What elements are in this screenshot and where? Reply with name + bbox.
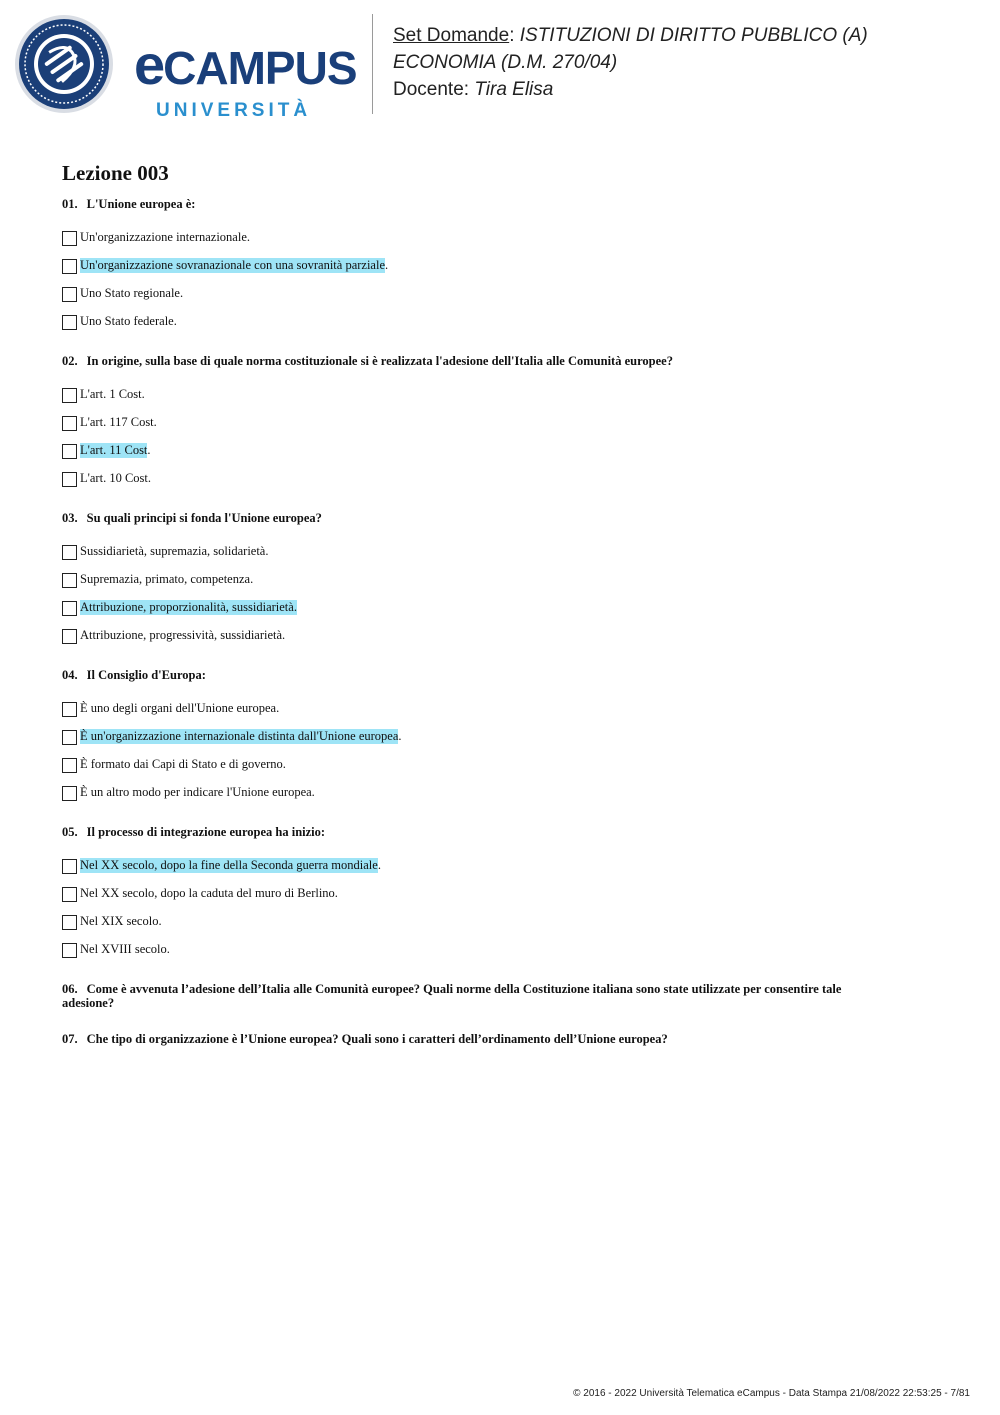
question-number: 04.	[62, 668, 78, 682]
course-title-line2: ECONOMIA (D.M. 270/04)	[393, 52, 618, 73]
checkbox[interactable]	[62, 444, 77, 459]
answer-option[interactable]	[62, 879, 842, 907]
question-number: 02.	[62, 354, 78, 368]
checkbox[interactable]	[62, 601, 77, 616]
answer-text-tail: .	[385, 257, 389, 272]
answer-text: L'art. 10 Cost.	[80, 470, 151, 485]
question-label: Su quali principi si fonda l'Unione europea?	[86, 511, 322, 525]
checkbox[interactable]	[62, 915, 77, 930]
question-label: L'Unione europea è:	[86, 197, 196, 211]
open-question	[62, 1032, 842, 1046]
answer-text-highlighted: L'art. 11 Cost	[80, 442, 148, 457]
answer-option[interactable]	[62, 279, 842, 307]
checkbox[interactable]	[62, 472, 77, 487]
answer-option[interactable]	[62, 593, 842, 621]
question-list	[62, 197, 842, 1068]
header-divider	[372, 14, 373, 114]
answer-option[interactable]	[62, 621, 842, 649]
answer-text-tail: .	[147, 442, 151, 457]
answer-text-highlighted: Nel XX secolo, dopo la fine della Seconda guerra mondiale	[80, 857, 378, 872]
question-block	[62, 197, 842, 335]
answer-option[interactable]	[62, 380, 842, 408]
checkbox[interactable]	[62, 786, 77, 801]
checkbox[interactable]	[62, 859, 77, 874]
answer-option[interactable]	[62, 935, 842, 963]
question-number: 07.	[62, 1032, 78, 1046]
question-number: 03.	[62, 511, 78, 525]
checkbox[interactable]	[62, 231, 77, 246]
open-question	[62, 982, 842, 1010]
answer-option[interactable]	[62, 408, 842, 436]
brand-wordmark	[134, 33, 359, 124]
page-footer: © 2016 - 2022 Università Telematica eCampus - Data Stampa 21/08/2022 22:53:25 - 7/81	[573, 1388, 970, 1399]
checkbox[interactable]	[62, 545, 77, 560]
course-title-line1: Set Domande: ISTITUZIONI DI DIRITTO PUBBLICO (A)	[393, 25, 868, 46]
question-label: Come è avvenuta l’adesione dell’Italia alle Comunità europee? Quali norme della Costituzione italiana sono state utilizzate per consentire tale adesione?	[62, 982, 842, 1010]
answer-text: È un altro modo per indicare l'Unione europea.	[80, 784, 315, 799]
checkbox[interactable]	[62, 416, 77, 431]
answer-option[interactable]	[62, 251, 842, 279]
question-label: Il processo di integrazione europea ha inizio:	[86, 825, 326, 839]
answer-option[interactable]	[62, 851, 842, 879]
question-label: In origine, sulla base di quale norma costituzionale si è realizzata l'adesione dell'Italia alle Comunità europee?	[86, 354, 673, 368]
answer-text-tail: .	[377, 857, 381, 872]
question-text	[62, 982, 842, 1010]
answer-text: L'art. 1 Cost.	[80, 386, 145, 401]
brand-name: CAMPUS	[163, 42, 357, 94]
checkbox[interactable]	[62, 388, 77, 403]
brand-subtitle: UNIVERSITÀ	[156, 100, 312, 121]
answer-option[interactable]	[62, 307, 842, 335]
checkbox[interactable]	[62, 758, 77, 773]
question-text	[62, 668, 842, 682]
answer-option[interactable]	[62, 750, 842, 778]
question-text	[62, 354, 842, 368]
answer-text-highlighted: Attribuzione, proporzionalità, sussidiarietà.	[80, 599, 297, 614]
answer-text: È formato dai Capi di Stato e di governo.	[80, 756, 286, 771]
question-block	[62, 668, 842, 806]
answer-option[interactable]	[62, 436, 842, 464]
answer-text: Un'organizzazione internazionale.	[80, 229, 250, 244]
answer-text-highlighted: È un'organizzazione internazionale distinta dall'Unione europea	[80, 728, 399, 743]
ecampus-logo	[14, 14, 359, 121]
question-text	[62, 825, 842, 839]
course-name: ISTITUZIONI DI DIRITTO PUBBLICO (A)	[519, 25, 868, 46]
answer-option[interactable]	[62, 778, 842, 806]
university-seal-icon	[14, 14, 114, 114]
checkbox[interactable]	[62, 943, 77, 958]
answer-text: Nel XVIII secolo.	[80, 941, 170, 956]
question-number: 06.	[62, 982, 78, 996]
question-label: Il Consiglio d'Europa:	[86, 668, 206, 682]
docente-line: Docente: Tira Elisa	[393, 79, 554, 100]
checkbox[interactable]	[62, 259, 77, 274]
answer-option[interactable]	[62, 464, 842, 492]
course-info	[393, 22, 983, 103]
answer-text: L'art. 117 Cost.	[80, 414, 157, 429]
checkbox[interactable]	[62, 730, 77, 745]
answer-text: È uno degli organi dell'Unione europea.	[80, 700, 280, 715]
answer-text: Uno Stato regionale.	[80, 285, 184, 300]
answer-text: Nel XIX secolo.	[80, 913, 162, 928]
answer-text: Sussidiarietà, supremazia, solidarietà.	[80, 543, 269, 558]
docente-name: Tira Elisa	[474, 79, 554, 100]
question-block	[62, 354, 842, 492]
answer-text: Uno Stato federale.	[80, 313, 177, 328]
answer-text: Nel XX secolo, dopo la caduta del muro di Berlino.	[80, 885, 338, 900]
answer-text: Attribuzione, progressività, sussidiarietà.	[80, 627, 286, 642]
answer-text-tail: .	[398, 728, 402, 743]
answer-option[interactable]	[62, 694, 842, 722]
answer-option[interactable]	[62, 223, 842, 251]
answer-text-highlighted: Un'organizzazione sovranazionale con una sovranità parziale	[80, 257, 386, 272]
answer-option[interactable]	[62, 907, 842, 935]
question-number: 05.	[62, 825, 78, 839]
question-text	[62, 197, 842, 211]
checkbox[interactable]	[62, 702, 77, 717]
question-text	[62, 511, 842, 525]
question-number: 01.	[62, 197, 78, 211]
brand-prefix: e	[134, 33, 164, 96]
question-block	[62, 511, 842, 649]
answer-text: Supremazia, primato, competenza.	[80, 571, 254, 586]
checkbox[interactable]	[62, 315, 77, 330]
question-text	[62, 1032, 842, 1046]
answer-option[interactable]	[62, 722, 842, 750]
question-label: Che tipo di organizzazione è l’Unione europea? Quali sono i caratteri dell’ordinamento dell’Unione europea?	[86, 1032, 668, 1046]
answer-option[interactable]	[62, 537, 842, 565]
checkbox[interactable]	[62, 887, 77, 902]
question-block	[62, 825, 842, 963]
answer-option[interactable]	[62, 565, 842, 593]
set-label: Set Domande	[393, 25, 510, 46]
checkbox[interactable]	[62, 287, 77, 302]
checkbox[interactable]	[62, 629, 77, 644]
checkbox[interactable]	[62, 573, 77, 588]
lesson-title: Lezione 003	[62, 161, 169, 185]
